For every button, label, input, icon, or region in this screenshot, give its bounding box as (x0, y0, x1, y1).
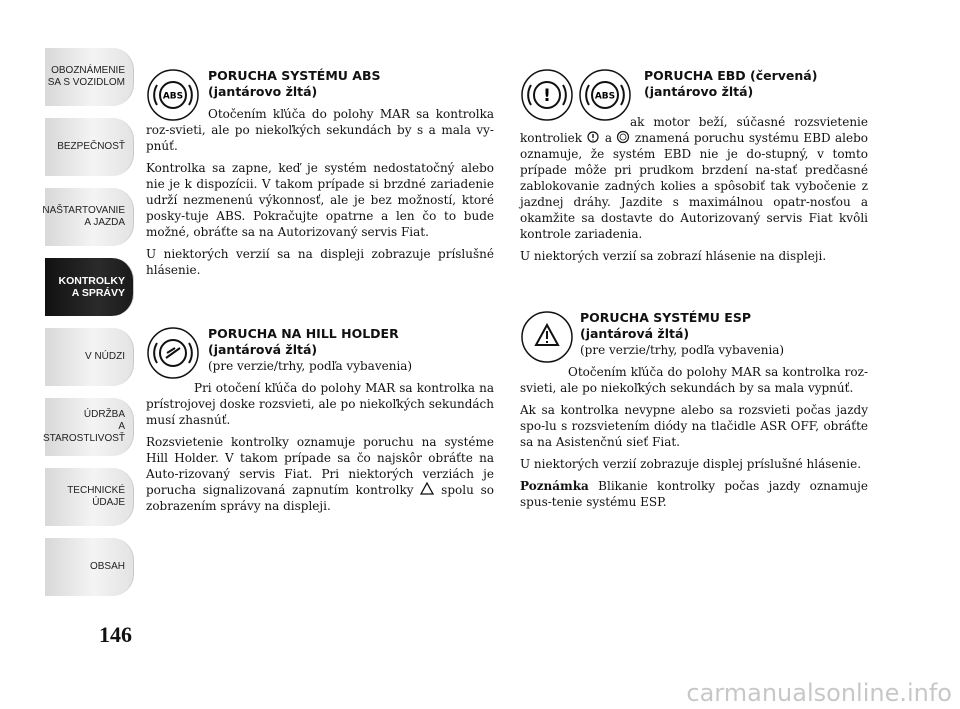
page-number: 146 (99, 622, 132, 647)
tab-label: TECHNICKÉ ÚDAJE (67, 485, 125, 508)
tab-label: ÚDRŽBA A STAROSTLIVOSŤ (42, 409, 126, 444)
tab-bezpecnost[interactable] (45, 118, 134, 176)
ebd-p2: U niektorých verzií sa zobrazí hlásenie na displeji. (520, 249, 827, 263)
abs-title: PORUCHA SYSTÉMU ABS (208, 68, 381, 83)
abs-color: (jantárovo žltá) (208, 84, 318, 99)
esp-note-label: Poznámka (520, 479, 589, 493)
brake-inline-icon (586, 130, 600, 144)
esp-title: PORUCHA SYSTÉMU ESP (580, 310, 751, 325)
tab-nastartovanie[interactable] (42, 188, 134, 246)
tab-obsah[interactable] (45, 538, 134, 596)
tab-label: KONTROLKY A SPRÁVY (58, 275, 125, 299)
abs-icon-text: ABS (162, 91, 184, 102)
esp-note-text: Blikanie kontrolky počas jazdy oznamuje spus-tenie systému ESP. (520, 479, 868, 509)
tab-label: OBOZNÁMENIE SA S VOZIDLOM (47, 65, 125, 88)
abs-p1: Otočením kľúča do polohy MAR sa kontrolka roz-svieti, ale po niekoľkých sekundách by s a mala vy-pnúť. (146, 107, 494, 153)
abs-icon-text-2: ABS (594, 91, 616, 102)
esp-section (520, 310, 868, 516)
tab-label: OBSAH (89, 561, 125, 572)
esp-p3: U niektorých verzií zobrazuje displej príslušné hlásenie. (520, 457, 862, 471)
tab-label: V NÚDZI (85, 351, 125, 362)
ebd-color: (jantárovo žltá) (644, 84, 754, 99)
hill-p1: Pri otočení kľúča do polohy MAR sa kontrolka na prístrojovej doske rozsvieti, ale po niekoľkých sekundách musí zhasnúť. (146, 381, 494, 427)
hill-p2-text: Rozsvietenie kontrolky oznamuje poruchu na systéme Hill Holder. V takom prípade sa čo najskôr obráťte na Auto-rizovaný servis Fiat. Pri niektorých verziách je porucha signalizovaná zapnutím kontrolky (146, 435, 494, 497)
abs-section (146, 68, 494, 284)
abs-p3: U niektorých verzií sa na displeji zobrazuje príslušné hlásenie. (146, 247, 494, 277)
abs-inline-icon (616, 130, 630, 144)
esp-variant: (pre verzie/trhy, podľa vybavenia) (580, 343, 785, 357)
abs-p2: Kontrolka sa zapne, keď je systém nedostatočný alebo nie je k dispozícii. V takom prípade si brzdné zariadenie udrží nezmenenú výkonnosť, ale je bez možností, ktoré posky-tuje ABS. Pokračujte opatrne a len čo to bude možné, obráťte sa na Autorizovaný servis Fiat. (146, 161, 494, 239)
ebd-p1-start: ak motor beží, súčasné rozsvietenie kontroliek (520, 115, 868, 145)
hill-variant: (pre verzie/trhy, podľa vybavenia) (208, 359, 413, 373)
chapter-tabs (42, 48, 134, 608)
ebd-title: PORUCHA EBD (červená) (644, 68, 818, 83)
ebd-p1-and: a (604, 131, 613, 145)
tab-v-nudzi[interactable] (45, 328, 134, 386)
tab-udrzba[interactable] (42, 398, 134, 456)
ebd-p1 (520, 114, 868, 242)
tab-technicke[interactable] (45, 468, 134, 526)
hill-title: PORUCHA NA HILL HOLDER (208, 326, 399, 341)
tab-kontrolky[interactable] (45, 258, 134, 316)
hill-p2 (146, 434, 494, 514)
hill-section (146, 326, 494, 520)
esp-p1: Otočením kľúča do polohy MAR sa kontrolka roz-svieti, ale po niekoľkých sekundách by sa mala vypnúť. (520, 365, 868, 395)
esp-color: (jantárová žltá) (580, 326, 690, 341)
brake-icon-mark: ! (543, 86, 551, 106)
esp-note (520, 478, 868, 510)
esp-inline-icon (420, 482, 434, 496)
tab-label: BEZPEČNOSŤ (57, 141, 125, 152)
ebd-p1-rest: znamená poruchu systému EBD alebo oznamuje, že systém EBD nie je do-stupný, v tomto prípade môže pri prudkom brzdení na-stať predčasné zablokovanie zadných kolies a spôsobiť tak vybočenie z jazdnej dráhy. Jazdite s maximálnou opatr-nosťou a okamžite sa dostavte do Autorizovaný servis Fiat kvôli kontrole zariadenia. (520, 131, 868, 241)
esp-p2: Ak sa kontrolka nevypne alebo sa rozsvieti počas jazdy spo-lu s rozsvietením diódy na tlačidle ASR OFF, obráťte sa na Asistenčnú sieť Fiat. (520, 403, 868, 449)
ebd-section (520, 68, 868, 270)
tab-label: NAŠTARTOVANIE A JAZDA (42, 205, 125, 228)
hill-p2-end: spolu so zobrazením správy na displeji. (146, 483, 494, 513)
hill-color: (jantárová žltá) (208, 342, 318, 357)
tab-oboznamenie[interactable] (45, 48, 134, 106)
watermark: carmanualsonline.info (686, 679, 952, 707)
